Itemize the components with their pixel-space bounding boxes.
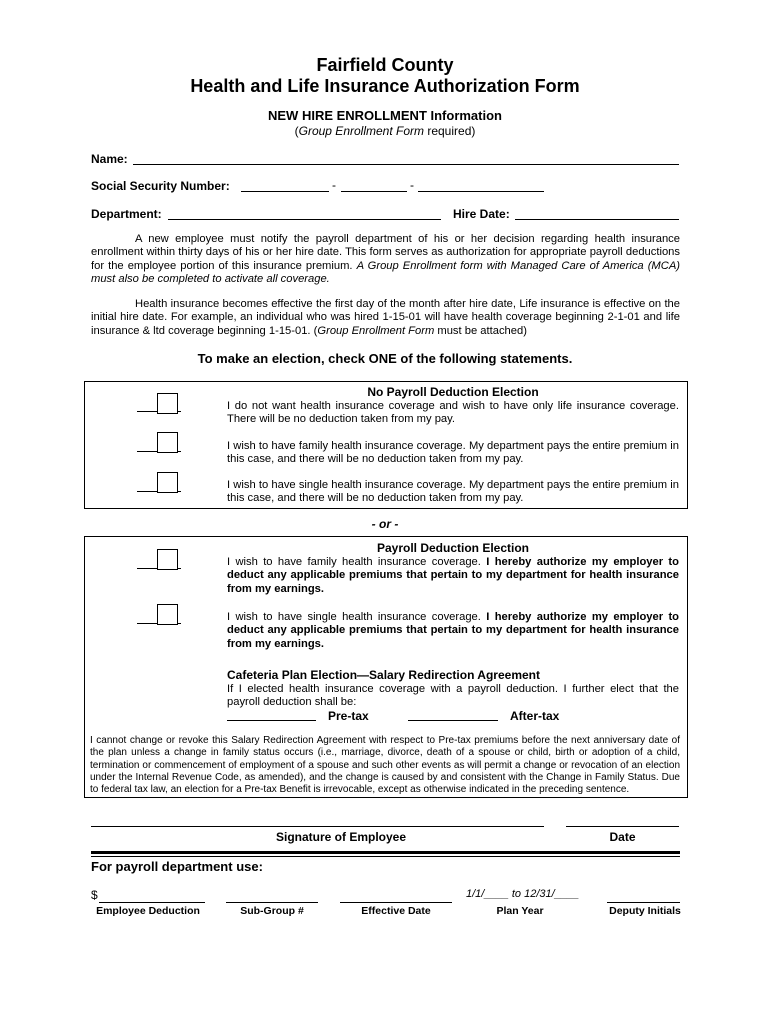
note-italic: Group Enrollment Form bbox=[298, 124, 424, 138]
payroll-option-2-authorization: I hereby authorize my employer to deduct any applicable premiums that pertain to my department for health insurance from my earnings. bbox=[227, 611, 679, 650]
or-separator: - or - bbox=[371, 517, 399, 531]
form-subtitle: NEW HIRE ENROLLMENT Information bbox=[268, 108, 502, 123]
p1-italic: A Group Enrollment form with Managed Care of America (MCA) must also be completed to activate all coverage. bbox=[91, 259, 681, 286]
payroll-family-checkbox[interactable] bbox=[157, 549, 178, 570]
payroll-option-1-text: I wish to have family health insurance coverage. bbox=[227, 556, 487, 568]
no-deduction-option-1: I do not want health insurance coverage and wish to have only life insurance coverage. There will be no deduction taken from my pay. bbox=[227, 400, 679, 426]
ssn-separator-2: - bbox=[410, 178, 414, 192]
effective-date-field[interactable] bbox=[340, 902, 452, 903]
ssn-field-part2[interactable] bbox=[341, 191, 407, 192]
sub-group-field[interactable] bbox=[226, 902, 318, 903]
note-open: ( bbox=[294, 124, 299, 138]
no-deduction-single-checkbox[interactable] bbox=[157, 472, 178, 493]
signature-label: Signature of Employee bbox=[275, 830, 407, 844]
payroll-option-1-authorization: I hereby authorize my employer to deduct any applicable premiums that pertain to my department for health insurance from my earnings. bbox=[227, 556, 679, 595]
sub-group-label: Sub-Group # bbox=[240, 905, 304, 917]
deputy-initials-label: Deputy Initials bbox=[609, 905, 681, 917]
payroll-option-2-text: I wish to have single health insurance coverage. bbox=[227, 611, 487, 623]
ssn-label: Social Security Number: bbox=[91, 179, 230, 193]
form-note bbox=[0, 124, 770, 138]
hire-date-field[interactable] bbox=[515, 219, 679, 220]
ssn-field-part1[interactable] bbox=[241, 191, 329, 192]
no-deduction-option-3: I wish to have single health insurance coverage. My department pays the entire premium in this case, and there will be no deduction taken from my pay. bbox=[227, 479, 679, 505]
no-deduction-life-only-checkbox[interactable] bbox=[157, 393, 178, 414]
pretax-label: Pre-tax bbox=[328, 709, 369, 723]
form-title-line1: Fairfield County bbox=[316, 55, 454, 75]
no-deduction-family-checkbox[interactable] bbox=[157, 432, 178, 453]
plan-year-value: 1/1/____ to 12/31/____ bbox=[466, 888, 580, 900]
effective-dates-paragraph bbox=[91, 298, 680, 338]
payroll-option-1 bbox=[227, 556, 679, 596]
p2-end: must be attached) bbox=[434, 324, 527, 337]
payroll-single-checkbox[interactable] bbox=[157, 604, 178, 625]
aftertax-field[interactable] bbox=[408, 720, 498, 721]
signature-date-field[interactable] bbox=[566, 826, 679, 827]
notification-paragraph bbox=[91, 233, 680, 287]
department-field[interactable] bbox=[168, 219, 441, 220]
p2-normal: Health insurance becomes effective the first day of the month after hire date, Life insurance is effective on the initial hire date. For example, an individual who was hired 1-15-01 will have health coverage beginning 2-1-01 and life insurance & ltd coverage beginning 1-15-01. ( bbox=[91, 298, 680, 337]
employee-deduction-label: Employee Deduction bbox=[96, 905, 200, 917]
aftertax-label: After-tax bbox=[510, 709, 560, 723]
department-label: Department: bbox=[91, 207, 162, 221]
hire-date-label: Hire Date: bbox=[453, 207, 510, 221]
payroll-option-2 bbox=[227, 611, 679, 651]
cafeteria-text: If I elected health insurance coverage with a payroll deduction. I further elect that the payroll deduction shall be: bbox=[227, 683, 679, 709]
pretax-field[interactable] bbox=[227, 720, 316, 721]
no-deduction-option-2: I wish to have family health insurance coverage. My department pays the entire premium in this case, and there will be no deduction taken from my pay. bbox=[227, 440, 679, 466]
no-payroll-heading: No Payroll Deduction Election bbox=[367, 385, 539, 399]
employee-deduction-field[interactable] bbox=[99, 902, 205, 903]
deputy-initials-field[interactable] bbox=[607, 902, 680, 903]
ssn-separator-1: - bbox=[332, 178, 336, 192]
ssn-field-part3[interactable] bbox=[418, 191, 544, 192]
plan-year-label: Plan Year bbox=[496, 905, 544, 917]
p1-normal: A new employee must notify the payroll department of his or her decision regarding health insurance enrollment within thirty days of his or her hire date. This form serves as authorization for appropriate payroll deductions for the employee portion of this insurance premium. bbox=[91, 233, 680, 272]
p2-italic: Group Enrollment Form bbox=[317, 324, 435, 337]
thick-divider bbox=[91, 851, 680, 854]
effective-date-label: Effective Date bbox=[361, 905, 431, 917]
form-title-line2: Health and Life Insurance Authorization Form bbox=[190, 76, 580, 96]
signature-date-label: Date bbox=[609, 830, 636, 844]
note-rest: required) bbox=[424, 124, 476, 138]
cafeteria-heading: Cafeteria Plan Election—Salary Redirection Agreement bbox=[227, 668, 540, 682]
name-field[interactable] bbox=[133, 164, 679, 165]
employee-signature-field[interactable] bbox=[91, 826, 544, 827]
dollar-sign: $ bbox=[91, 888, 98, 902]
election-heading: To make an election, check ONE of the following statements. bbox=[197, 351, 573, 366]
name-label: Name: bbox=[91, 152, 128, 166]
salary-redirection-disclaimer: I cannot change or revoke this Salary Redirection Agreement with respect to Pre-tax premiums before the next anniversary date of the plan unless a change in family status occurs (i.e., marriage, divorce, death of a spouse or child, birth or adoption of a child, termination or commencement of employment of a spouse and such other events as will permit a change or revocation of an election under the Internal Revenue Code, as amended), and the change is caused by and consistent with the Change in Family Status. Due to federal tax law, an election for a Pre-tax Benefit is irrevocable, except as otherwise indicated in the preceding sentence. bbox=[90, 735, 680, 796]
payroll-use-heading: For payroll department use: bbox=[91, 859, 263, 874]
payroll-heading: Payroll Deduction Election bbox=[376, 541, 530, 555]
thin-divider bbox=[91, 856, 680, 857]
